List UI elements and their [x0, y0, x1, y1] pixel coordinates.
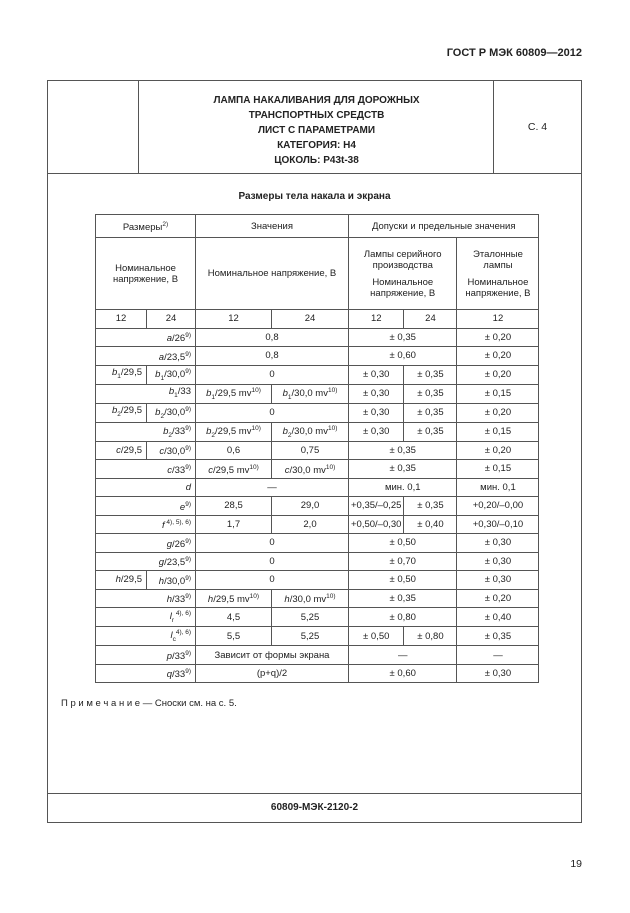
value-12: 5,5 [196, 627, 272, 646]
value-12: c/29,5 $mv^{10)}$ [196, 460, 272, 479]
table-row [96, 589, 539, 608]
page-number: 19 [570, 858, 582, 870]
value-cell: — [196, 478, 349, 497]
tolerance-serial: — [349, 646, 457, 665]
tolerance-serial-24: ± 0,35 [404, 365, 457, 384]
table-row [96, 646, 539, 665]
value-cell: 0 [196, 403, 349, 422]
tolerance-reference: ± 0,20 [457, 347, 539, 366]
size-label-24: $b_1/30,0^{9)}$ [147, 365, 196, 384]
tolerance-reference: ± 0,40 [457, 608, 539, 627]
size-label: c/33$^{9)}$ [96, 460, 196, 479]
tolerance-serial-24: ± 0,40 [404, 515, 457, 534]
value-12: $b_1/29,5$ $mv^{10)}$ [196, 384, 272, 403]
size-label-12: c/29,5 [96, 441, 147, 460]
size-label: g/23,5$^{9)}$ [96, 552, 196, 571]
tolerance-serial: ± 0,35 [349, 460, 457, 479]
size-label-24: h/30,0$^{9)}$ [147, 571, 196, 590]
value-12: h/29,5 $mv^{10)}$ [196, 589, 272, 608]
value-cell: 0 [196, 552, 349, 571]
value-cell: 0 [196, 534, 349, 553]
tolerance-serial-12: ± 0,30 [349, 422, 404, 441]
tolerance-serial: ± 0,35 [349, 441, 457, 460]
heading-line: ТРАНСПОРТНЫХ СРЕДСТВ [248, 110, 385, 121]
size-label: g/26$^{9)}$ [96, 534, 196, 553]
tolerance-serial-24: ± 0,35 [404, 422, 457, 441]
voltage-12: 12 [196, 310, 272, 329]
tolerance-serial: ± 0,50 [349, 534, 457, 553]
col-header-sizes: Размеры$^{2)}$ [96, 215, 196, 238]
tolerance-reference: ± 0,20 [457, 589, 539, 608]
value-cell: 0,8 [196, 328, 349, 347]
tolerance-serial: ± 0,60 [349, 664, 457, 683]
sheet-number: С. 4 [493, 81, 581, 173]
heading-line: КАТЕГОРИЯ: H4 [277, 140, 356, 151]
size-label-12: $b_2/29,5$ [96, 403, 147, 422]
footer-code: 60809-МЭК-2120-2 [270, 802, 359, 813]
table-row [96, 384, 539, 403]
table-row [96, 478, 539, 497]
tolerance-reference: ± 0,30 [457, 571, 539, 590]
size-label: $l_r$ $^{4), 6)}$ [96, 608, 196, 627]
tolerance-serial-12: +0,35/–0,25 [349, 497, 404, 516]
size-label: f $^{4), 5), 6)}$ [96, 515, 196, 534]
tolerance-serial-12: ± 0,50 [349, 627, 404, 646]
value-12: 1,7 [196, 515, 272, 534]
value-24: 5,25 [272, 627, 349, 646]
heading-line: ЦОКОЛЬ: P43t-38 [274, 155, 359, 166]
table-row [96, 571, 539, 590]
standard-number: ГОСТ Р МЭК 60809—2012 [446, 47, 582, 59]
table-row [96, 328, 539, 347]
tolerance-reference: ± 0,30 [457, 534, 539, 553]
value-24: h/30,0 $mv^{10)}$ [272, 589, 349, 608]
value-24: $b_1/30,0$ $mv^{10)}$ [272, 384, 349, 403]
tolerance-reference: ± 0,15 [457, 422, 539, 441]
tolerance-reference: ± 0,15 [457, 384, 539, 403]
value-cell: Зависит от формы экрана [196, 646, 349, 665]
size-label: a/26$^{9)}$ [96, 328, 196, 347]
tolerance-serial: ± 0,35 [349, 589, 457, 608]
tolerance-reference: ± 0,30 [457, 664, 539, 683]
size-label-24: $b_2/30,0^{9)}$ [147, 403, 196, 422]
value-24: c/30,0 $mv^{10)}$ [272, 460, 349, 479]
section-title: Размеры тела накала и экрана [238, 191, 391, 202]
size-label-24: c/30,0$^{9)}$ [147, 441, 196, 460]
tolerance-serial-12: +0,50/–0,30 [349, 515, 404, 534]
size-label-12: $b_1/29,5$ [96, 365, 147, 384]
tolerance-reference: ± 0,30 [457, 552, 539, 571]
tolerance-serial: ± 0,35 [349, 328, 457, 347]
title-block-left-cell [48, 81, 139, 173]
dimensions-table [95, 214, 539, 683]
col-header-values: Значения [196, 215, 349, 238]
value-12: 4,5 [196, 608, 272, 627]
tolerance-reference: ± 0,15 [457, 460, 539, 479]
tolerance-serial: ± 0,80 [349, 608, 457, 627]
document-frame [47, 80, 582, 823]
table-row [96, 515, 539, 534]
footer-divider [48, 793, 581, 794]
tolerance-serial-24: ± 0,80 [404, 627, 457, 646]
size-label: d [96, 478, 196, 497]
value-24: 29,0 [272, 497, 349, 516]
voltage-24: 24 [147, 310, 196, 329]
table-row [96, 497, 539, 516]
tolerance-serial: ± 0,60 [349, 347, 457, 366]
voltage-12: 12 [349, 310, 404, 329]
tolerance-reference: ± 0,35 [457, 627, 539, 646]
tolerance-reference: ± 0,20 [457, 403, 539, 422]
value-24: 2,0 [272, 515, 349, 534]
size-label: $e^{9)}$ [96, 497, 196, 516]
tolerance-serial-24: ± 0,35 [404, 403, 457, 422]
tolerance-serial-12: ± 0,30 [349, 403, 404, 422]
voltage-24: 24 [272, 310, 349, 329]
table-row [96, 422, 539, 441]
tolerance-reference: +0,30/–0,10 [457, 515, 539, 534]
table-row [96, 441, 539, 460]
tolerance-serial-12: ± 0,30 [349, 365, 404, 384]
tolerance-reference: ± 0,20 [457, 365, 539, 384]
voltage-24: 24 [404, 310, 457, 329]
heading-line: ЛАМПА НАКАЛИВАНИЯ ДЛЯ ДОРОЖНЫХ [213, 95, 420, 106]
tolerance-reference: — [457, 646, 539, 665]
tolerance-serial-24: ± 0,35 [404, 497, 457, 516]
size-label: a/23,5$^{9)}$ [96, 347, 196, 366]
serial-lamps-header: Лампы серийного производства Номинальное напряжение, В [349, 238, 457, 310]
col-header-tolerances: Допуски и предельные значения [349, 215, 539, 238]
tolerance-serial: ± 0,70 [349, 552, 457, 571]
value-cell: 0 [196, 571, 349, 590]
voltage-12: 12 [96, 310, 147, 329]
table-row [96, 664, 539, 683]
table-row [96, 460, 539, 479]
table-row [96, 552, 539, 571]
tolerance-serial-24: ± 0,35 [404, 384, 457, 403]
title-block-heading [139, 93, 494, 168]
size-label: p/33$^{9)}$ [96, 646, 196, 665]
voltage-12: 12 [457, 310, 539, 329]
table-row [96, 534, 539, 553]
value-cell: (p+q)/2 [196, 664, 349, 683]
size-label: h/33$^{9)}$ [96, 589, 196, 608]
value-12: $b_2/29,5$ $mv^{10)}$ [196, 422, 272, 441]
heading-line: ЛИСТ С ПАРАМЕТРАМИ [257, 125, 376, 136]
value-24: 5,25 [272, 608, 349, 627]
table-row [96, 365, 539, 384]
tolerance-reference: мин. 0,1 [457, 478, 539, 497]
value-cell: 0,8 [196, 347, 349, 366]
table-note: П р и м е ч а н и е — Сноски см. на с. 5. [61, 698, 237, 709]
title-block [48, 81, 581, 174]
value-24: $b_2/30,0$ $mv^{10)}$ [272, 422, 349, 441]
tolerance-serial-12: ± 0,30 [349, 384, 404, 403]
tolerance-serial: мин. 0,1 [349, 478, 457, 497]
size-label: $l_c^{4), 6)}$ [96, 627, 196, 646]
tolerance-reference: ± 0,20 [457, 328, 539, 347]
size-label: q/33$^{9)}$ [96, 664, 196, 683]
tolerance-reference: ± 0,20 [457, 441, 539, 460]
value-24: 0,75 [272, 441, 349, 460]
table-row [96, 627, 539, 646]
size-label-12: h/29,5 [96, 571, 147, 590]
value-cell: 0 [196, 365, 349, 384]
size-label: $b_1/33$ [96, 384, 196, 403]
tolerance-reference: +0,20/–0,00 [457, 497, 539, 516]
table-row [96, 403, 539, 422]
table-row [96, 608, 539, 627]
size-label: $b_2/33^{9)}$ [96, 422, 196, 441]
nominal-voltage-label: Номинальное напряжение, В [196, 238, 349, 310]
tolerance-serial: ± 0,50 [349, 571, 457, 590]
nominal-voltage-label: Номинальное напряжение, В [96, 238, 196, 310]
table-row [96, 347, 539, 366]
reference-lamps-header: Эталонные лампы Номинальное напряжение, В [457, 238, 539, 310]
value-12: 28,5 [196, 497, 272, 516]
value-12: 0,6 [196, 441, 272, 460]
